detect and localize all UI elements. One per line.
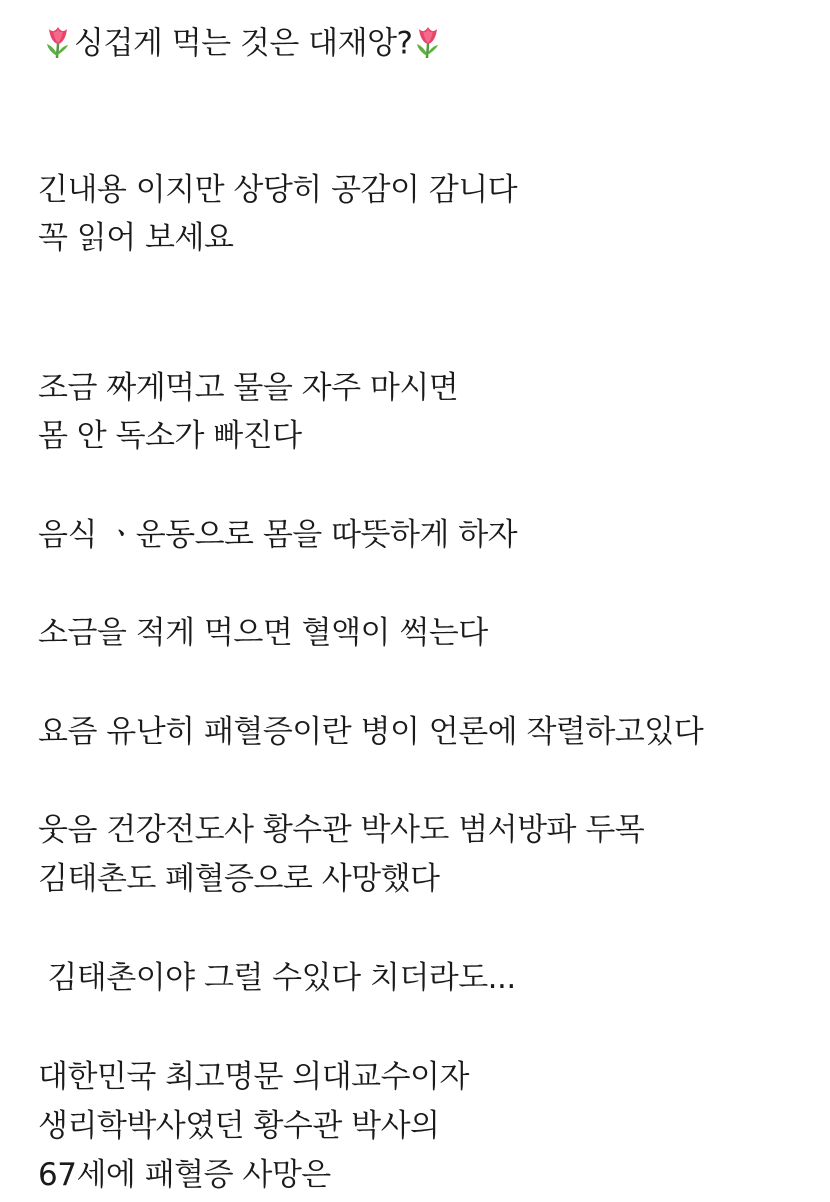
post-title-text: 싱겁게 먹는 것은 대재앙?: [74, 25, 413, 62]
text-line: 생리학박사였던 황수관 박사의: [38, 1108, 440, 1144]
text-line: 몸 안 독소가 빠진다: [38, 418, 302, 454]
text-line: 김태촌도 폐혈증으로 사망했다: [38, 861, 440, 897]
text-line: 음식 ㆍ운동으로 몸을 따뜻하게 하자: [38, 517, 518, 553]
text-line: 대한민국 최고명문 의대교수이자: [38, 1059, 469, 1095]
text-line: 67세에 패혈증 사망은: [38, 1157, 331, 1193]
text-line: 요즘 유난히 패혈증이란 병이 언론에 작렬하고있다: [38, 714, 704, 750]
tulip-icon: [42, 23, 74, 59]
tulip-icon: [412, 23, 444, 59]
text-line: 꼭 읽어 보세요: [38, 220, 234, 256]
text-line: 소금을 적게 먹으면 혈액이 썩는다: [38, 615, 488, 651]
post-title: [42, 22, 444, 64]
text-line: 조금 짜게먹고 물을 자주 마시면: [38, 370, 459, 406]
text-line: 웃음 건강전도사 황수관 박사도 범서방파 두목: [38, 812, 645, 848]
text-line: 긴내용 이지만 상당히 공감이 감니다: [38, 172, 518, 208]
text-line: 김태촌이야 그럴 수있다 치더라도...: [38, 960, 516, 996]
